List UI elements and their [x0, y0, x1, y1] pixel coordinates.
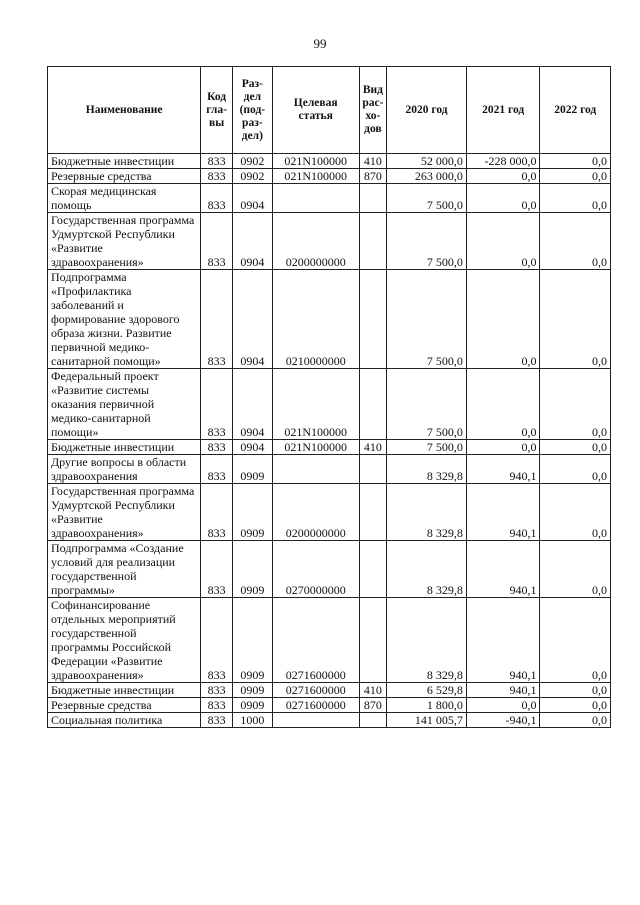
cell-kind	[359, 213, 387, 270]
cell-section: 1000	[232, 713, 272, 728]
cell-section: 0902	[232, 154, 272, 169]
cell-section: 0904	[232, 369, 272, 440]
cell-2021: 0,0	[466, 213, 540, 270]
cell-section: 0909	[232, 598, 272, 683]
cell-kind	[359, 369, 387, 440]
header-code: Код гла- вы	[201, 67, 233, 154]
cell-section: 0909	[232, 541, 272, 598]
cell-2022: 0,0	[540, 541, 611, 598]
cell-2022: 0,0	[540, 683, 611, 698]
cell-kind: 410	[359, 683, 387, 698]
header-2022: 2022 год	[540, 67, 611, 154]
cell-2021: 0,0	[466, 440, 540, 455]
cell-kind	[359, 270, 387, 369]
cell-code: 833	[201, 270, 233, 369]
cell-2022: 0,0	[540, 713, 611, 728]
cell-name: Скорая медицинская помощь	[48, 184, 201, 213]
cell-kind	[359, 455, 387, 484]
cell-2020: 52 000,0	[387, 154, 467, 169]
table-row	[48, 440, 611, 455]
table-row	[48, 683, 611, 698]
cell-target: 0200000000	[272, 213, 359, 270]
cell-name: Резервные средства	[48, 169, 201, 184]
cell-target	[272, 455, 359, 484]
cell-target: 0271600000	[272, 598, 359, 683]
cell-name: Другие вопросы в области здравоохранения	[48, 455, 201, 484]
cell-section: 0909	[232, 683, 272, 698]
cell-2021: 940,1	[466, 484, 540, 541]
cell-2020: 8 329,8	[387, 455, 467, 484]
cell-2022: 0,0	[540, 154, 611, 169]
cell-2022: 0,0	[540, 455, 611, 484]
cell-code: 833	[201, 541, 233, 598]
cell-2021: 0,0	[466, 698, 540, 713]
cell-name: Бюджетные инвестиции	[48, 154, 201, 169]
cell-name: Резервные средства	[48, 698, 201, 713]
cell-2021: -228 000,0	[466, 154, 540, 169]
cell-2021: 0,0	[466, 369, 540, 440]
page-number: 99	[313, 36, 327, 51]
table-row	[48, 169, 611, 184]
header-kind: Вид рас- хо- дов	[359, 67, 387, 154]
cell-section: 0909	[232, 484, 272, 541]
cell-2022: 0,0	[540, 440, 611, 455]
cell-target: 0210000000	[272, 270, 359, 369]
cell-target: 0270000000	[272, 541, 359, 598]
cell-2021: 0,0	[466, 184, 540, 213]
cell-kind: 870	[359, 698, 387, 713]
cell-kind: 870	[359, 169, 387, 184]
table-row	[48, 455, 611, 484]
cell-name: Бюджетные инвестиции	[48, 440, 201, 455]
table-header-row	[48, 67, 611, 154]
cell-2020: 8 329,8	[387, 484, 467, 541]
header-name: Наименование	[48, 67, 201, 154]
cell-code: 833	[201, 213, 233, 270]
cell-name: Бюджетные инвестиции	[48, 683, 201, 698]
cell-2020: 141 005,7	[387, 713, 467, 728]
table-row	[48, 698, 611, 713]
cell-code: 833	[201, 598, 233, 683]
cell-target: 021N100000	[272, 154, 359, 169]
cell-code: 833	[201, 440, 233, 455]
cell-code: 833	[201, 713, 233, 728]
cell-section: 0904	[232, 270, 272, 369]
cell-2020: 7 500,0	[387, 440, 467, 455]
header-2021: 2021 год	[466, 67, 540, 154]
budget-table	[47, 66, 611, 728]
cell-kind: 410	[359, 440, 387, 455]
cell-name: Государственная программа Удмуртской Республики «Развитие здравоохранения»	[48, 213, 201, 270]
cell-target: 0200000000	[272, 484, 359, 541]
cell-2020: 8 329,8	[387, 598, 467, 683]
cell-2021: 940,1	[466, 683, 540, 698]
table-row	[48, 184, 611, 213]
cell-section: 0904	[232, 440, 272, 455]
cell-code: 833	[201, 154, 233, 169]
cell-target: 021N100000	[272, 169, 359, 184]
cell-2020: 8 329,8	[387, 541, 467, 598]
table-row	[48, 541, 611, 598]
cell-code: 833	[201, 683, 233, 698]
cell-kind	[359, 713, 387, 728]
cell-code: 833	[201, 698, 233, 713]
cell-target	[272, 713, 359, 728]
cell-2020: 7 500,0	[387, 369, 467, 440]
cell-2021: 940,1	[466, 598, 540, 683]
cell-2022: 0,0	[540, 213, 611, 270]
cell-section: 0909	[232, 698, 272, 713]
cell-target	[272, 184, 359, 213]
cell-2022: 0,0	[540, 184, 611, 213]
cell-name: Федеральный проект «Развитие системы оказания первичной медико-санитарной помощи»	[48, 369, 201, 440]
cell-name: Государственная программа Удмуртской Республики «Развитие здравоохранения»	[48, 484, 201, 541]
cell-code: 833	[201, 484, 233, 541]
cell-2021: 940,1	[466, 541, 540, 598]
cell-2020: 6 529,8	[387, 683, 467, 698]
cell-2022: 0,0	[540, 369, 611, 440]
table-row	[48, 484, 611, 541]
cell-kind	[359, 541, 387, 598]
cell-2020: 7 500,0	[387, 213, 467, 270]
cell-2021: -940,1	[466, 713, 540, 728]
cell-2020: 263 000,0	[387, 169, 467, 184]
cell-kind	[359, 598, 387, 683]
table-row	[48, 154, 611, 169]
cell-2021: 0,0	[466, 270, 540, 369]
cell-target: 0271600000	[272, 683, 359, 698]
cell-2022: 0,0	[540, 169, 611, 184]
header-target: Целевая статья	[272, 67, 359, 154]
cell-2020: 7 500,0	[387, 270, 467, 369]
cell-kind: 410	[359, 154, 387, 169]
cell-name: Подпрограмма «Создание условий для реализации государственной программы»	[48, 541, 201, 598]
cell-2022: 0,0	[540, 598, 611, 683]
cell-section: 0909	[232, 455, 272, 484]
cell-code: 833	[201, 169, 233, 184]
table-row	[48, 369, 611, 440]
cell-section: 0904	[232, 213, 272, 270]
cell-2020: 7 500,0	[387, 184, 467, 213]
table-row	[48, 598, 611, 683]
table-row	[48, 213, 611, 270]
cell-section: 0902	[232, 169, 272, 184]
table-row	[48, 270, 611, 369]
cell-code: 833	[201, 184, 233, 213]
cell-target: 021N100000	[272, 440, 359, 455]
cell-2021: 940,1	[466, 455, 540, 484]
cell-target: 0271600000	[272, 698, 359, 713]
cell-2022: 0,0	[540, 484, 611, 541]
cell-name: Подпрограмма «Профилактика заболеваний и формирование здорового образа жизни. Развитие первичной медико-санитарной помощи»	[48, 270, 201, 369]
cell-section: 0904	[232, 184, 272, 213]
cell-kind	[359, 184, 387, 213]
cell-name: Социальная политика	[48, 713, 201, 728]
table-row	[48, 713, 611, 728]
cell-name: Софинансирование отдельных мероприятий государственной программы Российской Федерации «Развитие здравоохранения»	[48, 598, 201, 683]
cell-code: 833	[201, 369, 233, 440]
cell-code: 833	[201, 455, 233, 484]
cell-2020: 1 800,0	[387, 698, 467, 713]
cell-target: 021N100000	[272, 369, 359, 440]
cell-2022: 0,0	[540, 698, 611, 713]
header-2020: 2020 год	[387, 67, 467, 154]
header-section: Раз- дел (под- раз- дел)	[232, 67, 272, 154]
cell-kind	[359, 484, 387, 541]
cell-2021: 0,0	[466, 169, 540, 184]
cell-2022: 0,0	[540, 270, 611, 369]
